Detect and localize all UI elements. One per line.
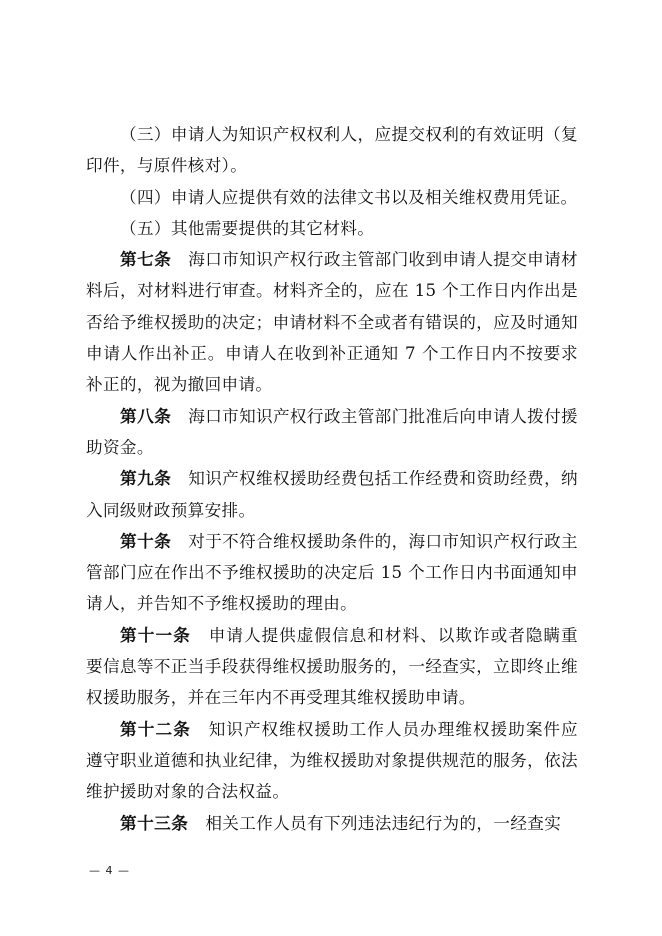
paragraph: [86, 244, 578, 400]
paragraph-text: 知识产权维权援助工作人员办理维权援助案件应遵守职业道德和执业纪律，为维权援助对象提供规范的服务，依法维护援助对象的合法权益。: [86, 719, 578, 802]
paragraph: [86, 714, 578, 808]
paragraph: [86, 808, 578, 839]
paragraph: [86, 213, 578, 244]
paragraph-text: （五）其他需要提供的其它材料。: [120, 218, 375, 238]
paragraph-text: 相关工作人员有下列违法违纪行为的，一经查实: [205, 813, 562, 833]
paragraph-text: （三）申请人为知识产权权利人，应提交权利的有效证明（复印件，与原件核对）。: [86, 125, 578, 176]
article-label: 第十二条: [120, 719, 192, 739]
paragraph-text: 申请人提供虚假信息和材料、以欺诈或者隐瞒重要信息等不正当手段获得维权援助服务的，一经查实，立即终止维权援助服务，并在三年内不再受理其维权援助申请。: [86, 625, 578, 708]
article-label: 第八条: [120, 406, 172, 426]
article-label: 第十一条: [120, 625, 192, 645]
article-label: 第九条: [120, 469, 172, 489]
article-label: 第七条: [120, 250, 172, 270]
page-number: — 4 —: [89, 864, 130, 877]
paragraph: [86, 463, 578, 526]
article-label: 第十条: [120, 531, 172, 551]
document-body: [86, 119, 578, 839]
paragraph-text: （四）申请人应提供有效的法律文书以及相关维权费用凭证。: [120, 187, 578, 207]
paragraph: [86, 401, 578, 464]
paragraph-text: 知识产权维权援助经费包括工作经费和资助经费，纳入同级财政预算安排。: [86, 469, 578, 520]
paragraph: [86, 182, 578, 213]
paragraph-text: 海口市知识产权行政主管部门批准后向申请人拨付援助资金。: [86, 406, 578, 457]
paragraph: [86, 119, 578, 182]
paragraph-text: 对于不符合维权援助条件的，海口市知识产权行政主管部门应在作出不予维权援助的决定后 15 个工作日内书面通知申请人，并告知不予维权援助的理由。: [86, 531, 578, 614]
paragraph-text: 海口市知识产权行政主管部门收到申请人提交申请材料后，对材料进行审查。材料齐全的，应在 15 个工作日内作出是否给予维权援助的决定；申请材料不全或者有错误的，应及时通知申请人作出补正。申请人在收到补正通知 7 个工作日内不按要求补正的，视为撤回申请。: [86, 250, 578, 395]
paragraph: [86, 526, 578, 620]
paragraph: [86, 620, 578, 714]
article-label: 第十三条: [120, 813, 189, 833]
